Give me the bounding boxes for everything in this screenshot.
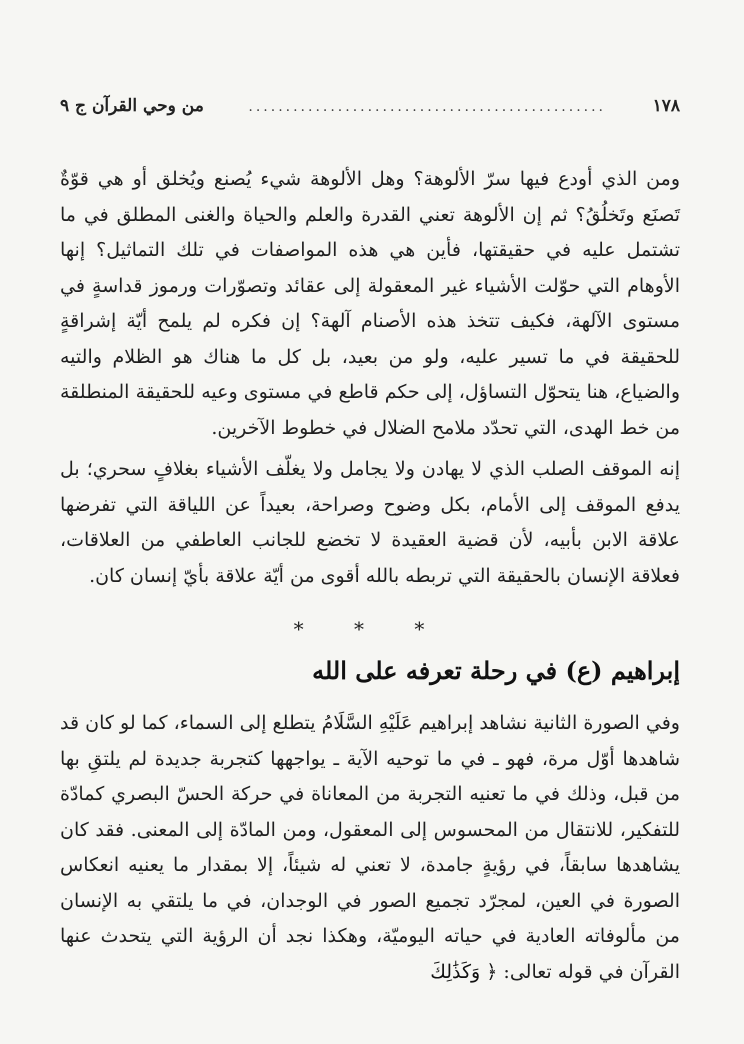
page-number: ١٧٨ [652,96,680,116]
header-dot-leader: ................................................ [248,99,606,115]
section-separator: * * * [293,617,447,641]
paragraph-1: ومن الذي أودع فيها سرّ الألوهة؟ وهل الألوهة شيء يُصنع ويُخلق أو هي قوّةٌ تَصنَع وتَخلُقُ؟ ثم إن الألوهة تعني القدرة والعلم والحياة والغنى المطلق في ما تشتمل عليه في حقيقتها، فأين هي هذه المواصفات في تلك التماثيل؟ إنها الأوهام التي حوّلت الأشياء غير المعقولة إلى عقائد وتصوّرات ورموز قداسةٍ في مستوى الآلهة، فكيف تتخذ هذه الأصنام آلهة؟ إن فكره لم يلمح أيّة إشراقةٍ للحقيقة في ما تسير عليه، ولو من بعيد، بل كل ما هناك هو الظلام والتيه والضياع، هنا يتحوّل التساؤل، إلى حكم قاطع في مستوى وعيه للحقيقة المنطلقة من خط الهدى، التي تحدّد ملامح الضلال في خطوط الآخرين. [60,168,680,439]
section-heading: إبراهيم (ع) في رحلة تعرفه على الله [312,656,680,685]
paragraph-2: إنه الموقف الصلب الذي لا يهادن ولا يجامل ولا يغلّف الأشياء بغلافٍ سحري؛ بل يدفع الموقف إلى الأمام، بكل وضوح وصراحة، بعيداً عن اللياقة التي تفرضها علاقة الابن بأبيه، لأن قضية العقيدة لا تخضع للجانب العاطفي من العلاقات، فعلاقة الإنسان بالحقيقة التي تربطه بالله أقوى من أيّة علاقة بأيّ إنسان كان. [60,458,680,587]
running-header [60,92,680,120]
paragraph-3-text: وفي الصورة الثانية نشاهد إبراهيم عَلَيْهِ السَّلَامُ يتطلع إلى السماء، كما لو كان قد شاهدها أوّل مرة، فهو ـ في ما توحيه الآية ـ يواجهها كتجربة جديدة لم يلتقِ بها من قبل، وذلك في ما تعنيه التجربة من المعاناة في حركة الحسّ البصري كمادّة للتفكير، للانتقال من المحسوس إلى المعقول، ومن المادّة إلى المعنى. فقد كان يشاهدها سابقاً، في رؤيةٍ جامدة، لا تعني له شيئاً، إلا بمقدار ما يعنيه انعكاس الصورة في العين، لمجرّد تجميع الصور في الوجدان، في ما يلتقي به الإنسان من مألوفاته العادية في حياته اليوميّة، وهكذا نجد أن الرؤية التي يتحدث عنها القرآن في قوله تعالى: [60,712,680,983]
book-title: من وحي القرآن ج ٩ [60,96,204,116]
body-text [60,162,680,990]
book-page [60,92,680,992]
paragraph-3 [60,706,680,990]
quran-verse-start: ﴿ وَكَذَٰلِكَ [430,960,498,983]
